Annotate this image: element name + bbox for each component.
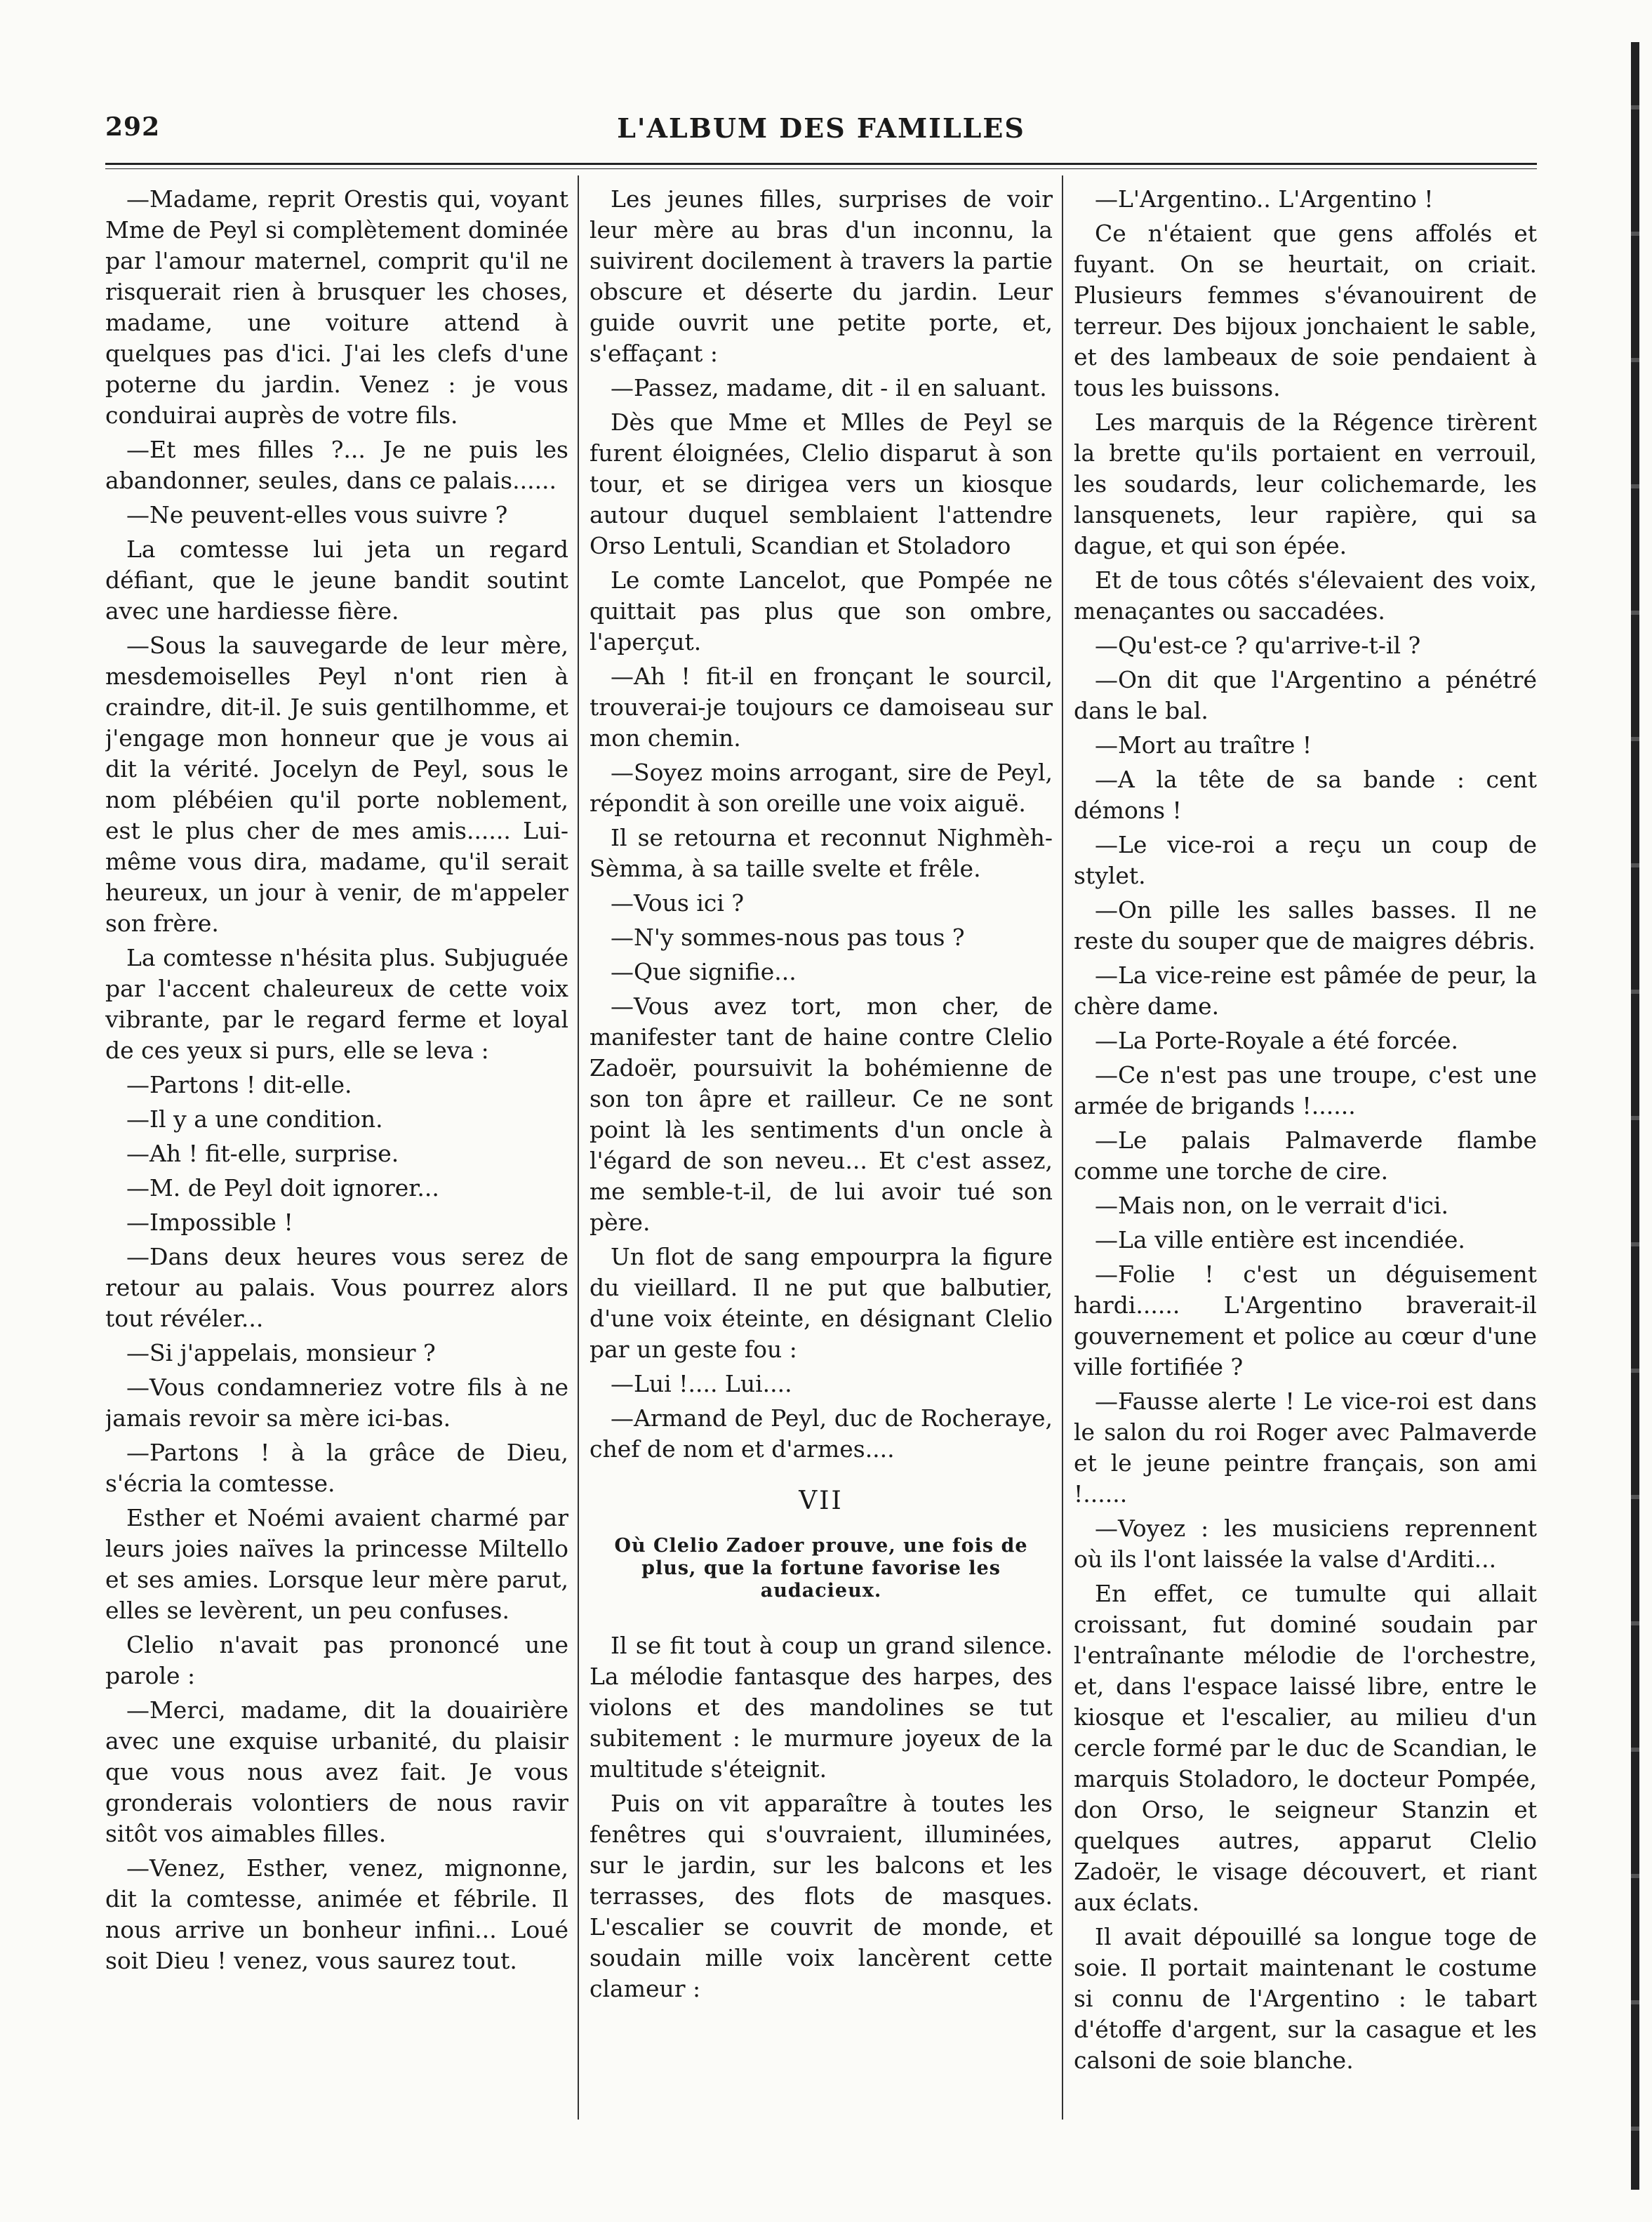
paragraph: —Folie ! c'est un déguisement hardi...... L'Argentino braverait-il gouvernement et police au cœur d'une ville fortifiée ? — [1074, 1260, 1537, 1381]
paragraph: Les marquis de la Régence tirèrent la brette qu'ils portaient en verrouil, les soudards, leur colichemarde, les lansquenets, leur rapière, qui sa dague, et qui son épée. — [1074, 408, 1537, 559]
paragraph: —Partons ! dit-elle. — [126, 1071, 352, 1098]
running-title: L'ALBUM DES FAMILLES — [617, 112, 1025, 144]
paragraph: —Venez, Esther, venez, mignonne, dit la comtesse, animée et fébrile. Il nous arrive un bonheur infini... Loué soit Dieu ! venez, vous saurez tout. — [105, 1854, 568, 1974]
paragraph: —Il y a une condition. — [126, 1105, 383, 1133]
text-column-2 — [589, 184, 1053, 2163]
paragraph: Les jeunes filles, surprises de voir leur mère au bras d'un inconnu, la suivirent docilement à travers la partie obscure et déserte du jardin. Leur guide ouvrit une petite porte, et, s'effaçant : — [589, 185, 1053, 367]
paragraph: —La ville entière est incendiée. — [1095, 1226, 1465, 1253]
paragraph: —Qu'est-ce ? qu'arrive-t-il ? — [1095, 632, 1421, 659]
paragraph: —Mais non, on le verrait d'ici. — [1095, 1192, 1448, 1219]
paragraph: —Voyez : les musiciens reprennent où ils l'ont laissée la valse d'Arditi... — [1074, 1515, 1537, 1573]
paragraph: Dès que Mme et Mlles de Peyl se furent éloignées, Clelio disparut à son tour, et se dirigea vers un kiosque autour duquel semblaient l'attendre Orso Lentuli, Scandian et Stoladoro — [589, 408, 1053, 559]
paragraph: —A la tête de sa bande : cent démons ! — [1074, 766, 1537, 824]
paragraph: —Lui !.... Lui.... — [611, 1370, 792, 1397]
header-rule-thick — [105, 163, 1537, 165]
paragraph: Et de tous côtés s'élevaient des voix, menaçantes ou saccadées. — [1074, 566, 1537, 625]
paragraph: —Merci, madame, dit la douairière avec une exquise urbanité, du plaisir que vous nous avez fait. Je vous gronderais volontiers de nous ravir sitôt vos aimables filles. — [105, 1696, 568, 1847]
paragraph: Ce n'étaient que gens affolés et fuyant. On se heurtait, on criait. Plusieurs femmes s'évanouirent de terreur. Des bijoux jonchaient le sable, et des lambeaux de soie pendaient à tous les buissons. — [1074, 220, 1537, 401]
page-header — [105, 105, 1537, 154]
text-column-3 — [1074, 184, 1537, 2163]
paragraph: —Et mes filles ?... Je ne puis les abandonner, seules, dans ce palais...... — [105, 436, 568, 494]
paragraph: Puis on vit apparaître à toutes les fenêtres qui s'ouvraient, illuminées, sur le jardin, sur les balcons et les terrasses, des flots de masques. L'escalier se couvrit de monde, et soudain mille voix lancèrent cette clameur : — [589, 1790, 1053, 2002]
paragraph: —Soyez moins arrogant, sire de Peyl, répondit à son oreille une voix aiguë. — [589, 759, 1053, 817]
paragraph: —Le palais Palmaverde flambe comme une torche de cire. — [1074, 1126, 1537, 1185]
paragraph: En effet, ce tumulte qui allait croissant, fut dominé soudain par l'entraînante mélodie de l'orchestre, et, dans l'espace laissé libre, entre le kiosque et l'escalier, au milieu d'un cercle formé par le duc de Scandian, le marquis Stoladoro, le docteur Pompée, don Orso, le seigneur Stanzin et quelques autres, apparut Clelio Zadoër, le visage découvert, et riant aux éclats. — [1074, 1580, 1537, 1916]
paragraph: Esther et Noémi avaient charmé par leurs joies naïves la princesse Miltello et ses amies. Lorsque leur mère parut, elles se levèrent, un peu confuses. — [105, 1504, 568, 1624]
column-divider — [1062, 175, 1063, 2120]
paragraph: —Madame, reprit Orestis qui, voyant Mme de Peyl si complètement dominée par l'amour maternel, comprit qu'il ne risquerait rien à brusquer les choses, madame, une voiture attend à quelques pas d'ici. J'ai les clefs d'une poterne du jardin. Venez : je vous conduirai auprès de votre fils. — [105, 185, 568, 429]
paragraph: Un flot de sang empourpra la figure du vieillard. Il ne put que balbutier, d'une voix éteinte, en désignant Clelio par un geste fou : — [589, 1243, 1053, 1363]
paragraph: —Sous la sauvegarde de leur mère, mesdemoiselles Peyl n'ont rien à craindre, dit-il. Je suis gentilhomme, et j'engage mon honneur que je vous ai dit la vérité. Jocelyn de Peyl, sous le nom plébéien qu'il porte noblement, est le plus cher de mes amis...... Lui-même vous dira, madame, qu'il serait heureux, un jour à venir, de m'appeler son frère. — [105, 632, 568, 937]
paragraph: —Armand de Peyl, duc de Rocheraye, chef de nom et d'armes.... — [589, 1404, 1053, 1463]
page-number: 292 — [105, 112, 161, 142]
paragraph: —Partons ! à la grâce de Dieu, s'écria la comtesse. — [105, 1439, 568, 1497]
page-edge-bar — [1631, 42, 1639, 2190]
paragraph: —M. de Peyl doit ignorer... — [126, 1174, 439, 1202]
paragraph: —Ah ! fit-elle, surprise. — [126, 1140, 399, 1167]
chapter-number: VII — [799, 1486, 844, 1515]
paragraph: —Que signifie... — [611, 958, 797, 985]
paragraph: —La Porte-Royale a été forcée. — [1095, 1027, 1458, 1054]
paragraph: —Vous avez tort, mon cher, de manifester tant de haine contre Clelio Zadoër, poursuivit la bohémienne de son ton âpre et railleur. Ce ne sont point là les sentiments d'un oncle à l'égard de son neveu... Et c'est assez, me semble-t-il, de lui avoir tué son père. — [589, 992, 1053, 1236]
paragraph: Il se retourna et reconnut Nighmèh-Sèmma, à sa taille svelte et frêle. — [589, 824, 1053, 882]
paragraph: —Mort au traître ! — [1095, 731, 1312, 759]
paragraph: —Passez, madame, dit - il en saluant. — [611, 374, 1047, 401]
paragraph: —On pille les salles basses. Il ne reste du souper que de maigres débris. — [1074, 896, 1537, 954]
paragraph: —Fausse alerte ! Le vice-roi est dans le salon du roi Roger avec Palmaverde et le jeune peintre français, son ami !...... — [1074, 1388, 1537, 1508]
paragraph: —Si j'appelais, monsieur ? — [126, 1339, 436, 1366]
text-column-1 — [105, 184, 568, 2163]
paragraph: —Ne peuvent-elles vous suivre ? — [126, 501, 508, 528]
paragraph: —Impossible ! — [126, 1209, 293, 1236]
paragraph: La comtesse lui jeta un regard défiant, que le jeune bandit soutint avec une hardiesse fière. — [105, 535, 568, 625]
column-divider — [578, 175, 579, 2120]
paragraph: —Vous ici ? — [611, 889, 745, 917]
paragraph: —Ah ! fit-il en fronçant le sourcil, trouverai-je toujours ce damoiseau sur mon chemin. — [589, 663, 1053, 752]
paragraph: Clelio n'avait pas prononcé une parole : — [105, 1631, 568, 1689]
paragraph: —Le vice-roi a reçu un coup de stylet. — [1074, 831, 1537, 889]
paragraph: —Ce n'est pas une troupe, c'est une armée de brigands !...... — [1074, 1061, 1537, 1119]
paragraph: —Dans deux heures vous serez de retour au palais. Vous pourrez alors tout révéler... — [105, 1243, 568, 1332]
paragraph: —Vous condamneriez votre fils à ne jamais revoir sa mère ici-bas. — [105, 1373, 568, 1432]
paragraph: —On dit que l'Argentino a pénétré dans le bal. — [1074, 666, 1537, 724]
paragraph: Il se fit tout à coup un grand silence. La mélodie fantasque des harpes, des violons et des mandolines se tut subitement : le murmure joyeux de la multitude s'éteignit. — [589, 1632, 1053, 1783]
header-rule-thin — [105, 168, 1537, 169]
chapter-title: Où Clelio Zadoer prouve, une fois de plus, que la fortune favorise les audacieux. — [614, 1535, 1028, 1602]
paragraph: La comtesse n'hésita plus. Subjuguée par l'accent chaleureux de cette voix vibrante, par le regard ferme et loyal de ces yeux si purs, elle se leva : — [105, 944, 568, 1064]
paragraph: Le comte Lancelot, que Pompée ne quittait pas plus que son ombre, l'aperçut. — [589, 566, 1053, 656]
paragraph: —La vice-reine est pâmée de peur, la chère dame. — [1074, 962, 1537, 1020]
paragraph: Il avait dépouillé sa longue toge de soie. Il portait maintenant le costume si connu de l'Argentino : le tabart d'étoffe d'argent, sur la casague et les calsoni de soie blanche. — [1074, 1923, 1537, 2074]
paragraph: —N'y sommes-nous pas tous ? — [611, 924, 965, 951]
paragraph: —L'Argentino.. L'Argentino ! — [1095, 185, 1434, 213]
